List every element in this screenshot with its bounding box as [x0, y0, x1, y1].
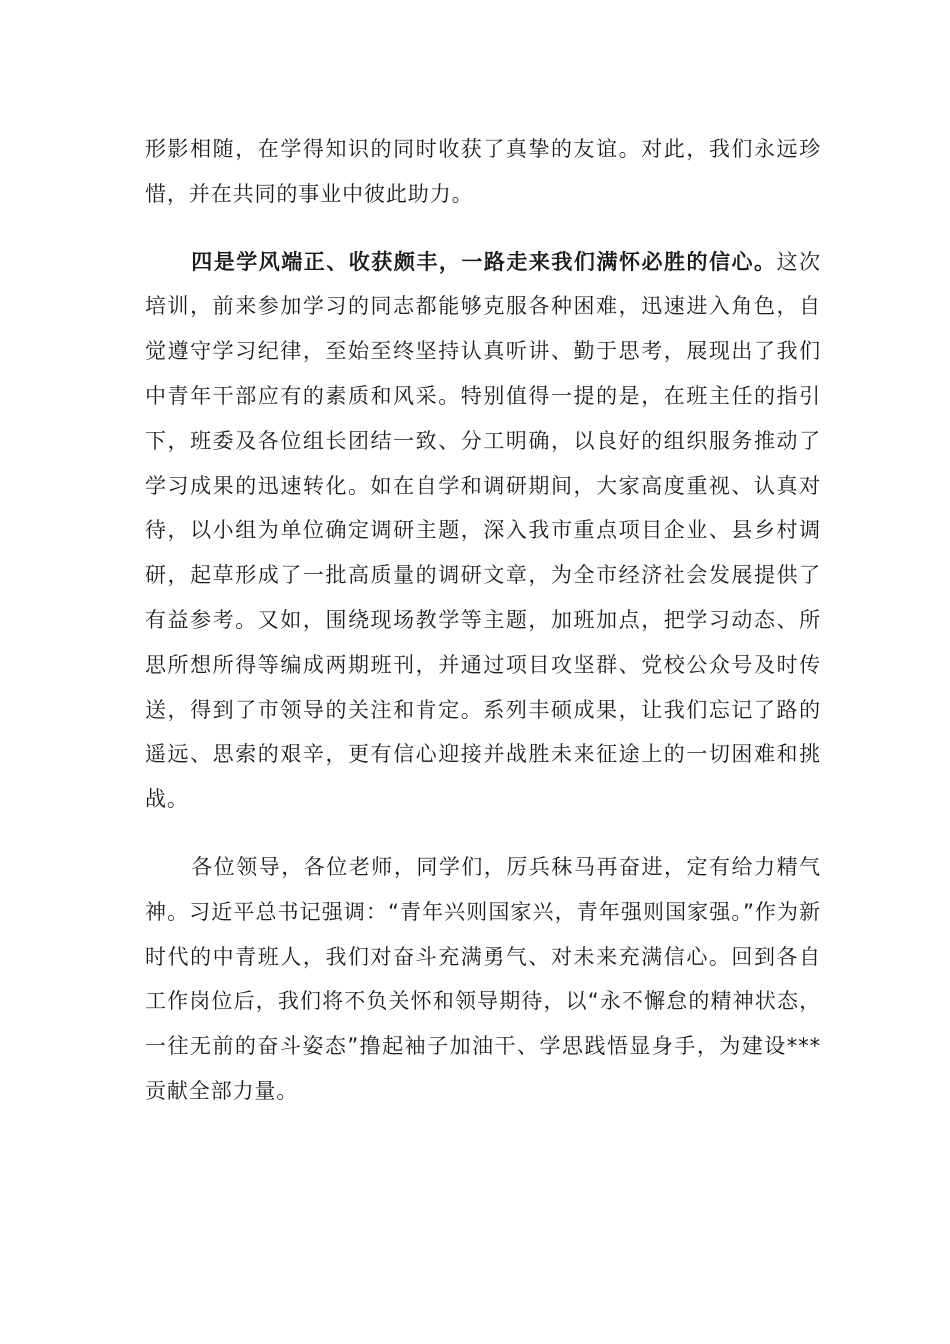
paragraph-continuation [145, 127, 821, 217]
paragraph-study-results [145, 240, 821, 822]
paragraph-heading: 四是学风端正、收获颇丰，一路走来我们满怀必胜的信心。 [191, 249, 777, 274]
paragraph-text: 各位领导，各位老师，同学们，厉兵秣马再奋进，定有给力精气神。习近平总书记强调：“青年兴则国家兴，青年强则国家强。”作为新时代的中青班人，我们对奋斗充满勇气、对未来充满信心。回到各自工作岗位后，我们将不负关怀和领导期待，以“永不懈怠的精神状态，一往无前的奋斗姿态”撸起袖子加油干、学思践悟显身手，为建设***贡献全部力量。 [145, 854, 821, 1103]
paragraph-text: 形影相随，在学得知识的同时收获了真挚的友谊。对此，我们永远珍惜，并在共同的事业中彼此助力。 [145, 137, 821, 206]
paragraph-closing [145, 845, 821, 1114]
document-body [145, 127, 821, 1114]
paragraph-text: 这次培训，前来参加学习的同志都能够克服各种困难，迅速进入角色，自觉遵守学习纪律，至始至终坚持认真听讲、勤于思考，展现出了我们中青年干部应有的素质和风采。特别值得一提的是，在班主任的指引下，班委及各位组长团结一致、分工明确，以良好的组织服务推动了学习成果的迅速转化。如在自学和调研期间，大家高度重视、认真对待，以小组为单位确定调研主题，深入我市重点项目企业、县乡村调研，起草形成了一批高质量的调研文章，为全市经济社会发展提供了有益参考。又如，围绕现场教学等主题，加班加点，把学习动态、所思所想所得等编成两期班刊，并通过项目攻坚群、党校公众号及时传送，得到了市领导的关注和肯定。系列丰硕成果，让我们忘记了路的遥远、思索的艰辛，更有信心迎接并战胜未来征途上的一切困难和挑战。 [145, 249, 821, 812]
